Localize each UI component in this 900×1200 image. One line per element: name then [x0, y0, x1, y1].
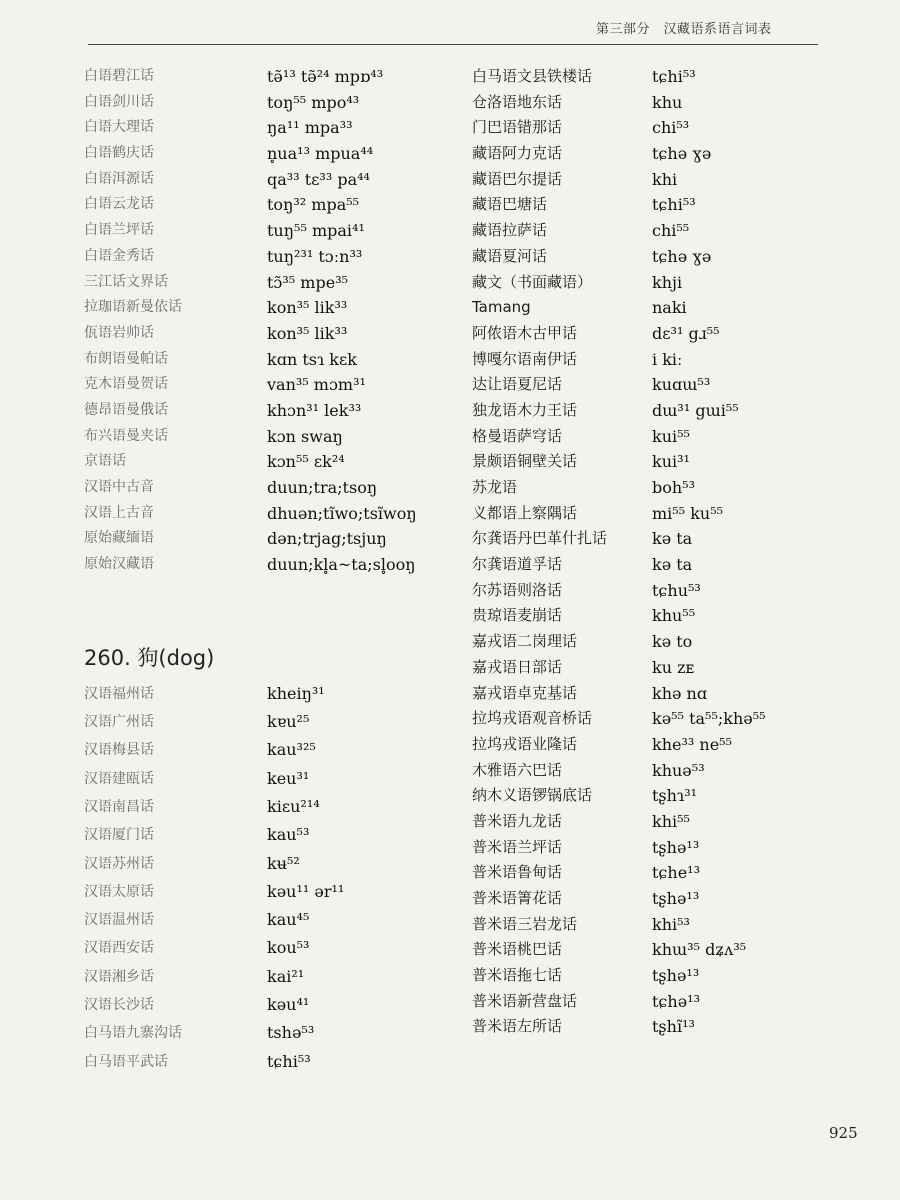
word-form: i kiː [652, 349, 683, 369]
running-header: 第三部分 汉藏语系语言词表 [596, 22, 772, 37]
left-entries-bottom [84, 680, 414, 1076]
word-entry-row [472, 398, 832, 424]
dialect-name: 普米语新营盘话 [472, 991, 578, 1010]
dialect-name: 普米语三岩龙话 [472, 914, 578, 933]
word-entry-row [472, 192, 832, 218]
dialect-name: 汉语西安话 [84, 940, 154, 957]
dialect-name: 汉语厦门话 [84, 827, 154, 844]
word-form: tʂhə¹³ [652, 889, 700, 908]
dialect-name: 三江话文界话 [84, 273, 168, 290]
dialect-name: 布朗语曼帕话 [84, 350, 168, 367]
word-form: kəu⁴¹ [267, 995, 310, 1015]
word-form: kuɑɯ⁵³ [652, 375, 711, 395]
word-entry-row [472, 937, 832, 963]
word-entry-row [84, 850, 414, 878]
word-form: duun;tra;tsoŋ [267, 478, 378, 497]
dialect-name: 白语鹤庆话 [84, 145, 154, 162]
section-title: 260. 狗(dog) [84, 645, 215, 670]
word-entry-row [472, 835, 832, 861]
word-form: kau⁴⁵ [267, 910, 310, 930]
word-form: khuə⁵³ [652, 760, 705, 780]
dialect-name: 汉语建瓯话 [84, 770, 154, 787]
word-entry-row [84, 821, 414, 849]
dialect-name: 克木语曼贺话 [84, 376, 168, 393]
word-entry-row [472, 732, 832, 758]
dialect-name: 藏语夏河话 [472, 246, 548, 265]
dialect-name: 原始汉藏语 [84, 556, 154, 573]
dialect-name: 尔苏语则洛话 [472, 580, 563, 599]
word-entry-row [84, 934, 414, 962]
word-entry-row [84, 526, 414, 552]
word-entry-row [472, 90, 832, 116]
word-form: tʂhə¹³ [652, 837, 700, 857]
word-entry-row [472, 886, 832, 912]
word-entry-row [84, 991, 414, 1019]
dialect-name: 门巴语错那话 [472, 118, 563, 137]
dialect-name: 汉语太原话 [84, 883, 154, 900]
word-entry-row [472, 115, 832, 141]
word-form: keu³¹ [267, 768, 310, 788]
word-form: van³⁵ mɔm³¹ [267, 375, 366, 395]
word-form: dən;trjag;tsjuŋ [267, 529, 387, 549]
word-form: khu⁵⁵ [652, 606, 696, 626]
word-entry-row [472, 270, 832, 296]
word-form: tɕhe¹³ [652, 863, 700, 883]
dialect-name: 藏语拉萨话 [472, 221, 548, 240]
dialect-name: 原始藏缅语 [84, 530, 154, 547]
dialect-name: 藏语阿力克话 [472, 144, 563, 163]
word-form: toŋ³² mpa⁵⁵ [267, 195, 360, 215]
word-entry-row [472, 681, 832, 707]
left-entries-top [84, 64, 417, 578]
dialect-name: 汉语南昌话 [84, 798, 154, 815]
word-form: dɛ³¹ gɹ⁵⁵ [652, 323, 720, 343]
word-entry-row [472, 860, 832, 886]
word-form: toŋ⁵⁵ mpo⁴³ [267, 92, 360, 112]
word-entry-row [472, 603, 832, 629]
word-form: ŋa¹¹ mpa³³ [267, 118, 353, 138]
word-form: duun;kl̥a~ta;sl̥ooŋ [267, 555, 416, 575]
word-entry-row [84, 878, 414, 906]
word-form: dɯ³¹ gɯi⁵⁵ [652, 400, 739, 420]
word-entry-row [84, 449, 414, 475]
dialect-name: 嘉戎语卓克基话 [472, 683, 578, 702]
word-entry-row [472, 989, 832, 1015]
dialect-name: 仓洛语地东话 [472, 92, 563, 111]
word-form: kau⁵³ [267, 825, 310, 845]
word-form: kə to [652, 632, 693, 652]
dialect-name: 汉语长沙话 [84, 997, 154, 1014]
word-entry-row [84, 708, 414, 736]
word-form: tʂhə¹³ [652, 966, 700, 986]
dialect-name: 苏龙语 [472, 478, 518, 496]
word-form: khi [652, 169, 678, 189]
dialect-name: 普米语拖七话 [472, 966, 563, 985]
word-form: kon³⁵ lik³³ [267, 298, 348, 318]
dialect-name: 嘉戎语二岗理话 [472, 632, 578, 651]
dialect-name: 白语洱源话 [84, 170, 154, 187]
word-entry-row [472, 501, 832, 527]
word-form: kə ta [652, 529, 693, 549]
word-form: tɕhə ɣə [652, 144, 712, 164]
word-entry-row [84, 680, 414, 708]
word-form: chi⁵⁵ [652, 221, 690, 241]
word-form: khə nɑ [652, 683, 708, 703]
dialect-name: 木雅语六巴话 [472, 760, 563, 779]
word-form: khu [652, 92, 683, 112]
word-form: tɕhi⁵³ [652, 67, 696, 86]
page-number: 925 [829, 1124, 858, 1142]
word-form: boh⁵³ [652, 478, 696, 497]
word-form: kɑn tsɿ kɛk [267, 349, 357, 369]
word-entry-row [84, 90, 414, 116]
dialect-name: 白马语九寨沟话 [84, 1025, 182, 1042]
word-entry-row [84, 906, 414, 934]
section-spacer [84, 578, 414, 636]
dialect-name: 白语剑川话 [84, 93, 154, 110]
word-entry-row [472, 218, 832, 244]
word-entry-row [472, 321, 832, 347]
dialect-name: 德昂语曼俄话 [84, 401, 168, 418]
dialect-name: 汉语湘乡话 [84, 968, 154, 985]
word-form: kəu¹¹ ər¹¹ [267, 881, 345, 901]
word-entry-row [472, 141, 832, 167]
dialect-name: 京语话 [84, 453, 126, 470]
word-form: tɕhu⁵³ [652, 580, 701, 600]
dialect-name: 普米语左所话 [472, 1017, 563, 1036]
word-entry-row [84, 1019, 414, 1047]
word-entry-row [472, 912, 832, 938]
dialect-name: 拉坞戎语观音桥话 [472, 709, 593, 728]
dialect-name: 白语大理话 [84, 119, 154, 136]
word-form: tɔ̃³⁵ mpe³⁵ [267, 272, 349, 292]
word-form: mi⁵⁵ ku⁵⁵ [652, 503, 724, 523]
word-form: khɯ³⁵ dʑʌ³⁵ [652, 940, 747, 960]
dialect-name: Tamang [472, 298, 531, 317]
dialect-name: 汉语广州话 [84, 714, 154, 731]
dialect-name: 汉语温州话 [84, 912, 154, 929]
dialect-name: 贵琼语麦崩话 [472, 606, 563, 625]
word-entry-row [84, 218, 414, 244]
right-column [472, 64, 832, 1040]
word-entry-row [472, 347, 832, 373]
word-entry-row [84, 398, 414, 424]
word-entry-row [84, 765, 414, 793]
word-form: kɐu²⁵ [267, 712, 310, 732]
word-entry-row [472, 783, 832, 809]
header-rule [88, 44, 818, 45]
word-entry-row [84, 372, 414, 398]
word-form: kə ta [652, 555, 693, 575]
word-entry-row [472, 244, 832, 270]
word-form: naki [652, 298, 687, 318]
word-entry-row [472, 655, 832, 681]
word-entry-row [472, 1014, 832, 1040]
dialect-name: 普米语兰坪话 [472, 837, 563, 856]
dialect-name: 汉语苏州话 [84, 855, 154, 872]
dialect-name: 阿侬语木古甲话 [472, 323, 578, 342]
word-entry-row [84, 793, 414, 821]
word-form: tuŋ⁵⁵ mpai⁴¹ [267, 221, 365, 241]
word-entry-row [84, 1048, 414, 1076]
word-entry-row [472, 629, 832, 655]
word-entry-row [472, 963, 832, 989]
dialect-name: 汉语福州话 [84, 685, 154, 702]
word-form: n̥ua¹³ mpua⁴⁴ [267, 144, 374, 164]
word-entry-row [472, 706, 832, 732]
dialect-name: 白马语平武话 [84, 1053, 168, 1070]
word-entry-row [472, 295, 832, 321]
word-form: tə̃¹³ tə̃²⁴ mpɒ⁴³ [267, 67, 384, 86]
word-entry-row [472, 758, 832, 784]
dialect-name: 藏语巴尔提话 [472, 169, 563, 188]
dialect-name: 佤语岩帅话 [84, 324, 154, 341]
word-form: tʂhĩ¹³ [652, 1017, 695, 1037]
word-entry-row [472, 449, 832, 475]
word-form: khɔn³¹ lek³³ [267, 400, 362, 420]
dialect-name: 独龙语木力王话 [472, 400, 578, 419]
word-entry-row [84, 501, 417, 527]
word-entry-row [472, 167, 832, 193]
dialect-name: 白马语文县铁楼话 [472, 67, 593, 85]
left-column [84, 64, 417, 1076]
word-entry-row [84, 424, 414, 450]
dialect-name: 博嘎尔语南伊话 [472, 349, 578, 368]
word-entry-row [472, 809, 832, 835]
dialect-name: 景颇语铜壁关话 [472, 452, 578, 471]
dialect-name: 嘉戎语日部话 [472, 657, 563, 676]
dialect-name: 藏文（书面藏语） [472, 272, 593, 291]
word-form: kui⁵⁵ [652, 426, 690, 446]
word-entry-row [472, 372, 832, 398]
word-entry-row [472, 552, 832, 578]
dialect-name: 白语云龙话 [84, 196, 154, 213]
word-form: kɔn⁵⁵ ɛk²⁴ [267, 452, 345, 472]
word-form: tɕhi⁵³ [267, 1051, 311, 1071]
dialect-name: 白语碧江话 [84, 68, 154, 84]
word-entry-row [472, 424, 832, 450]
dialect-name: 布兴语曼夹话 [84, 427, 168, 444]
word-form: tuŋ²³¹ tɔːn³³ [267, 246, 363, 266]
dialect-name: 普米语桃巴话 [472, 940, 563, 959]
dialect-name: 白语兰坪话 [84, 222, 154, 239]
word-form: tshə⁵³ [267, 1023, 315, 1043]
word-entry-row [84, 736, 414, 764]
word-form: kiɛu²¹⁴ [267, 796, 320, 816]
word-entry-row [84, 347, 414, 373]
dialect-name: 汉语中古音 [84, 479, 154, 495]
dialect-name: 白语金秀话 [84, 247, 154, 264]
word-entry-row [472, 578, 832, 604]
word-entry-row [84, 244, 414, 270]
word-form: tɕhə ɣə [652, 246, 712, 266]
word-entry-row [84, 115, 414, 141]
dialect-name: 普米语鲁甸话 [472, 863, 563, 882]
word-form: tɕhə¹³ [652, 991, 700, 1011]
dialect-name: 拉珈语新曼依话 [84, 299, 182, 316]
word-entry-row [84, 295, 414, 321]
word-form: khji [652, 272, 683, 292]
word-form: kə⁵⁵ ta⁵⁵;khə⁵⁵ [652, 709, 766, 729]
dialect-name: 汉语梅县话 [84, 742, 154, 759]
word-entry-row [84, 141, 414, 167]
word-entry-row [472, 475, 832, 501]
dialect-name: 义都语上察隅话 [472, 503, 578, 522]
word-form: khi⁵⁵ [652, 811, 690, 831]
word-form: khe³³ ne⁵⁵ [652, 734, 732, 754]
dialect-name: 藏语巴塘话 [472, 195, 548, 214]
word-entry-row [84, 321, 414, 347]
dialect-name: 格曼语萨穹话 [472, 426, 563, 445]
word-form: tʂhɿ³¹ [652, 786, 698, 806]
dialect-name: 尔龚语道孚话 [472, 555, 563, 574]
word-form: tɕhi⁵³ [652, 195, 696, 215]
word-form: kon³⁵ lik³³ [267, 323, 348, 343]
word-form: chi⁵³ [652, 118, 690, 138]
word-form: kai²¹ [267, 966, 305, 986]
dialect-name: 普米语箐花话 [472, 889, 563, 907]
dialect-name: 汉语上古音 [84, 504, 154, 521]
dialect-name: 尔龚语丹巴革什扎话 [472, 529, 608, 548]
word-entry-row [84, 552, 414, 578]
word-entry-row [84, 475, 414, 501]
word-entry-row [84, 192, 414, 218]
word-form: kʉ⁵² [267, 853, 300, 873]
word-entry-row [84, 963, 414, 991]
dialect-name: 普米语九龙话 [472, 811, 563, 830]
word-form: kui³¹ [652, 452, 690, 472]
word-entry-row [84, 167, 414, 193]
word-form: kheiŋ³¹ [267, 683, 325, 703]
word-form: qa³³ tɛ³³ pa⁴⁴ [267, 169, 370, 189]
word-entry-row [472, 64, 832, 90]
word-form: dhuən;tĩwo;tsĩwoŋ [267, 503, 417, 523]
word-form: khi⁵³ [652, 914, 690, 934]
dialect-name: 达让语夏尼话 [472, 375, 563, 394]
right-entries [472, 64, 832, 1040]
word-form: kau³²⁵ [267, 740, 316, 760]
word-form: ku zᴇ [652, 657, 695, 677]
word-form: kou⁵³ [267, 938, 310, 958]
word-entry-row [84, 64, 414, 90]
word-form: kɔn swaŋ [267, 426, 343, 446]
word-entry-row [84, 270, 414, 296]
word-entry-row [472, 526, 832, 552]
dialect-name: 拉坞戎语业隆话 [472, 734, 578, 753]
dialect-name: 纳木义语锣锅底话 [472, 786, 593, 805]
